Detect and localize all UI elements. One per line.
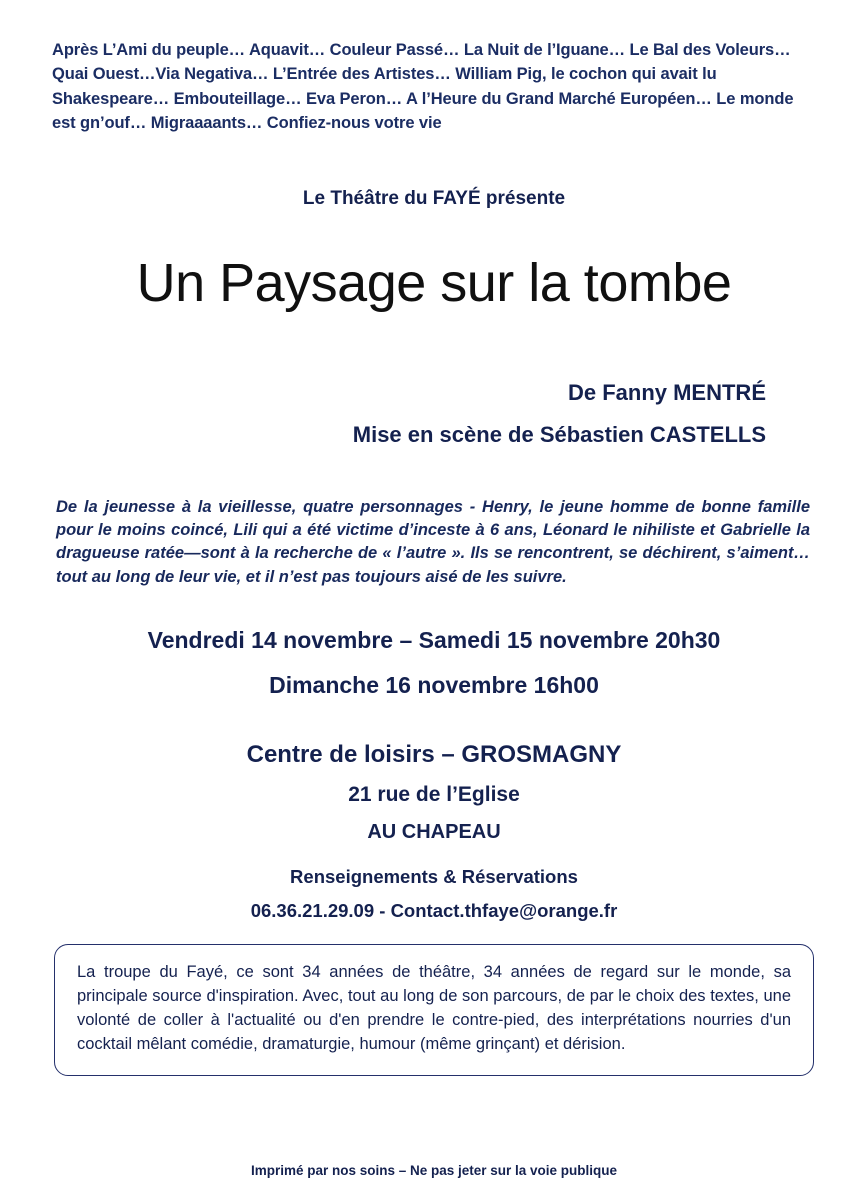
venue-block [48,741,820,844]
repertoire-list: Après L’Ami du peuple… Aquavit… Couleur Passé… La Nuit de l’Iguane… Le Bal des Voleurs… Quai Ouest…Via Negativa… L’Entrée des Artistes… William Pig, le cochon qui avait lu Shakespeare… Embouteillage… Eva Peron… A l’Heure du Grand Marché Européen… Le monde est gn’ouf… Migraaaants… Confiez-nous votre vie [52,41,794,133]
contact-details[interactable]: 06.36.21.29.09 - Contact.thfaye@orange.fr [250,900,618,922]
contact-block [48,866,820,922]
venue-name: Centre de loisirs – GROSMAGNY [246,741,622,769]
credits [48,380,820,448]
footer-note: Imprimé par nos soins – Ne pas jeter sur la voie publique [250,1163,618,1178]
contact-heading: Renseignements & Réservations [290,866,578,888]
venue-address: 21 rue de l’Eglise [348,783,520,807]
presenting-company: Le Théâtre du FAYÉ présente [302,187,566,209]
date-line-primary: Vendredi 14 novembre – Samedi 15 novembre 20h30 [147,627,721,654]
performance-dates [48,627,820,699]
page-title: Un Paysage sur la tombe [136,252,732,313]
company-description-box: La troupe du Fayé, ce sont 34 années de théâtre, 34 années de regard sur le monde, sa principale source d'inspiration. Avec, tout au long de son parcours, de par le choix des textes, une volonté de coller à l'actualité ou d'en prendre le contre-pied, des interprétations nourries d'un cocktail mêlant comédie, dramaturgie, humour (même grinçant) et dérision. [54,944,814,1076]
credit-director: Mise en scène de Sébastien CASTELLS [352,421,766,447]
synopsis-text: De la jeunesse à la vieillesse, quatre personnages - Henry, le jeune homme de bonne famille pour le moins coincé, Lili qui a été victime d’inceste à 6 ans, Léonard le nihiliste et Gabrielle la dragueuse ratée—sont à la recherche de « l’autre ». Ils se rencontrent, se déchirent, s’aiment… tout au long de leur vie, et il n’est pas toujours aisé de les suivre. [56,497,810,586]
credit-author: De Fanny MENTRÉ [567,379,766,405]
venue-price-note: AU CHAPEAU [367,821,501,844]
date-line-secondary: Dimanche 16 novembre 16h00 [269,672,599,699]
